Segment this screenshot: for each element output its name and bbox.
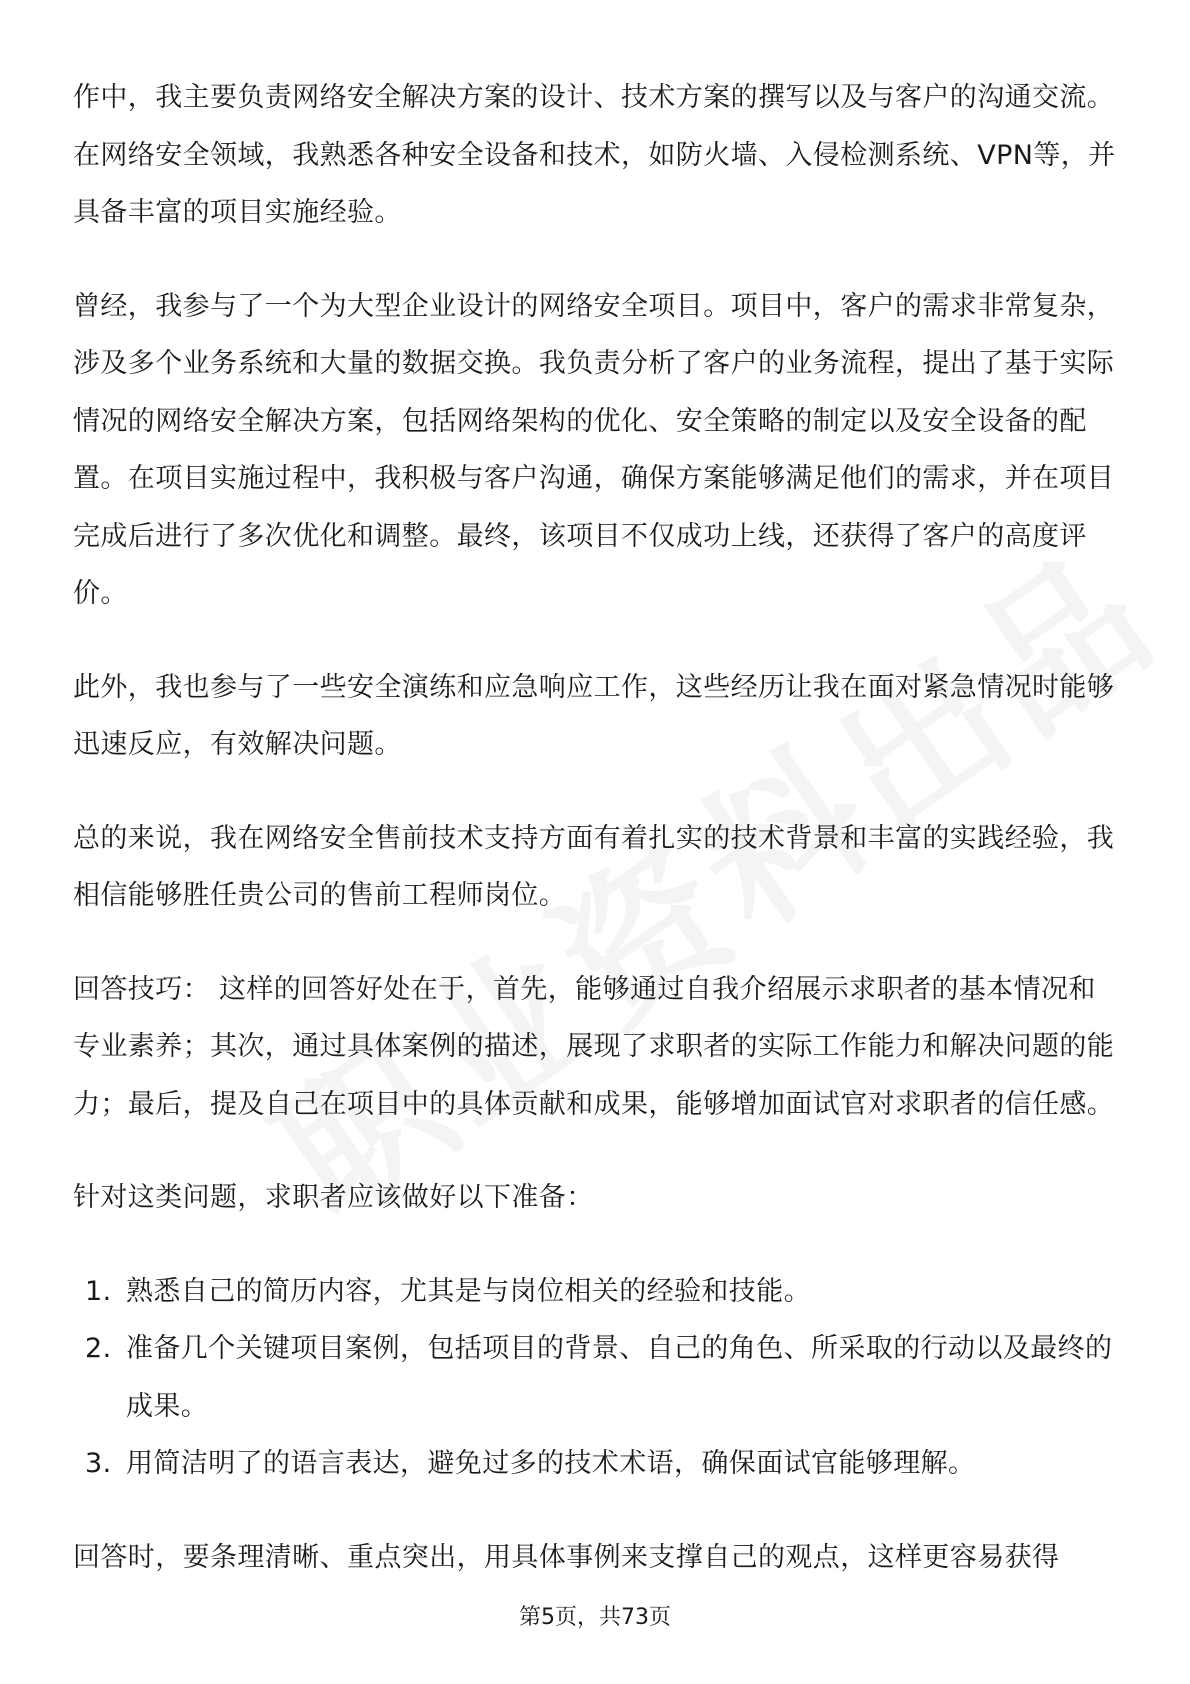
paragraph-answer-tips: 回答技巧： 这样的回答好处在于，首先，能够通过自我介绍展示求职者的基本情况和专业素养；其次，通过具体案例的描述，展现了求职者的实际工作能力和解决问题的能力；最后，提及自己在项目中的具体贡献和成果，能够增加面试官对求职者的信任感。	[73, 973, 1115, 1120]
list-item	[73, 1435, 1123, 1493]
paragraph-project-case: 曾经，我参与了一个为大型企业设计的网络安全项目。项目中，客户的需求非常复杂，涉及多个业务系统和大量的数据交换。我负责分析了客户的业务流程，提出了基于实际情况的网络安全解决方案，包括网络架构的优化、安全策略的制定以及安全设备的配置。在项目实施过程中，我积极与客户沟通，确保方案能够满足他们的需求，并在项目完成后进行了多次优化和调整。最终，该项目不仅成功上线，还获得了客户的高度评价。	[73, 290, 1115, 609]
paragraph-preparation-intro: 针对这类问题，求职者应该做好以下准备：	[73, 1182, 594, 1213]
preparation-list	[73, 1263, 1123, 1493]
paragraph-drills: 此外，我也参与了一些安全演练和应急响应工作，这些经历让我在面对紧急情况时能够迅速反应，有效解决问题。	[73, 671, 1115, 760]
list-item-number: 1.	[85, 1275, 112, 1307]
page-number-footer: 第5页，共73页	[519, 1605, 671, 1630]
list-item	[73, 1320, 1123, 1435]
list-item-text: 用简洁明了的语言表达，避免过多的技术术语，确保面试官能够理解。	[126, 1448, 976, 1479]
list-item-text: 准备几个关键项目案例，包括项目的背景、自己的角色、所采取的行动以及最终的成果。	[126, 1333, 1113, 1422]
list-item	[73, 1263, 1123, 1321]
document-body	[73, 69, 1123, 1622]
paragraph-summary: 总的来说，我在网络安全售前技术支持方面有着扎实的技术背景和丰富的实践经验，我相信能够胜任贵公司的售前工程师岗位。	[73, 822, 1115, 911]
list-item-text: 熟悉自己的简历内容，尤其是与岗位相关的经验和技能。	[126, 1275, 811, 1307]
paragraph-answer-advice: 回答时，要条理清晰、重点突出，用具体事例来支撑自己的观点，这样更容易获得	[73, 1541, 1060, 1573]
paragraph-role-intro: 作中，我主要负责网络安全解决方案的设计、技术方案的撰写以及与客户的沟通交流。在网络安全领域，我熟悉各种安全设备和技术，如防火墙、入侵检测系统、VPN等，并具备丰富的项目实施经验。	[73, 82, 1116, 228]
list-item-number: 3.	[85, 1448, 112, 1479]
list-item-number: 2.	[85, 1333, 112, 1364]
